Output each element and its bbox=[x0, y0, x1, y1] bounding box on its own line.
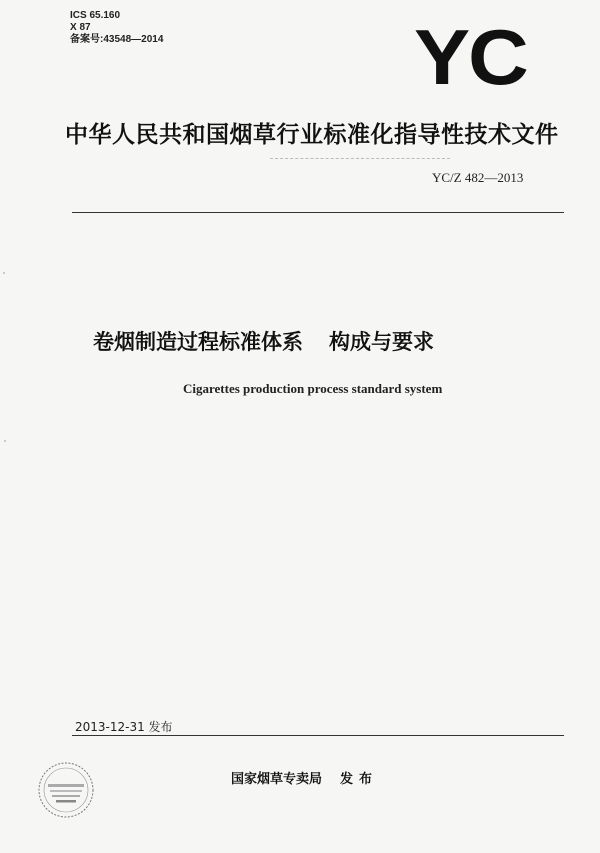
bottom-rule bbox=[72, 735, 564, 736]
organization-title: 中华人民共和国烟草行业标准化指导性技术文件 bbox=[65, 122, 559, 148]
title-cn-part2: 构成与要求 bbox=[329, 330, 434, 354]
record-number: 备案号:43548—2014 bbox=[70, 34, 164, 45]
class-code: X 87 bbox=[70, 22, 91, 33]
title-cn-part1: 卷烟制造过程标准体系 bbox=[93, 330, 303, 354]
scan-speck bbox=[4, 440, 6, 442]
issuer-line bbox=[231, 768, 378, 787]
classification-block bbox=[70, 10, 163, 46]
top-rule bbox=[72, 212, 564, 213]
dotted-divider bbox=[270, 158, 450, 159]
document-number: YC/Z 482—2013 bbox=[432, 170, 524, 185]
library-stamp-icon bbox=[36, 760, 96, 820]
document-title-cn bbox=[93, 326, 434, 356]
ics-code: ICS 65.160 bbox=[70, 10, 121, 21]
scan-speck bbox=[3, 272, 5, 274]
issuer-verb: 发布 bbox=[340, 772, 379, 787]
document-title-en: Cigarettes production process standard system bbox=[183, 381, 443, 396]
release-date: 2013-12-31 发布 bbox=[75, 720, 173, 734]
yc-logo: YC bbox=[414, 13, 527, 101]
issuer-name: 国家烟草专卖局 bbox=[231, 772, 323, 787]
